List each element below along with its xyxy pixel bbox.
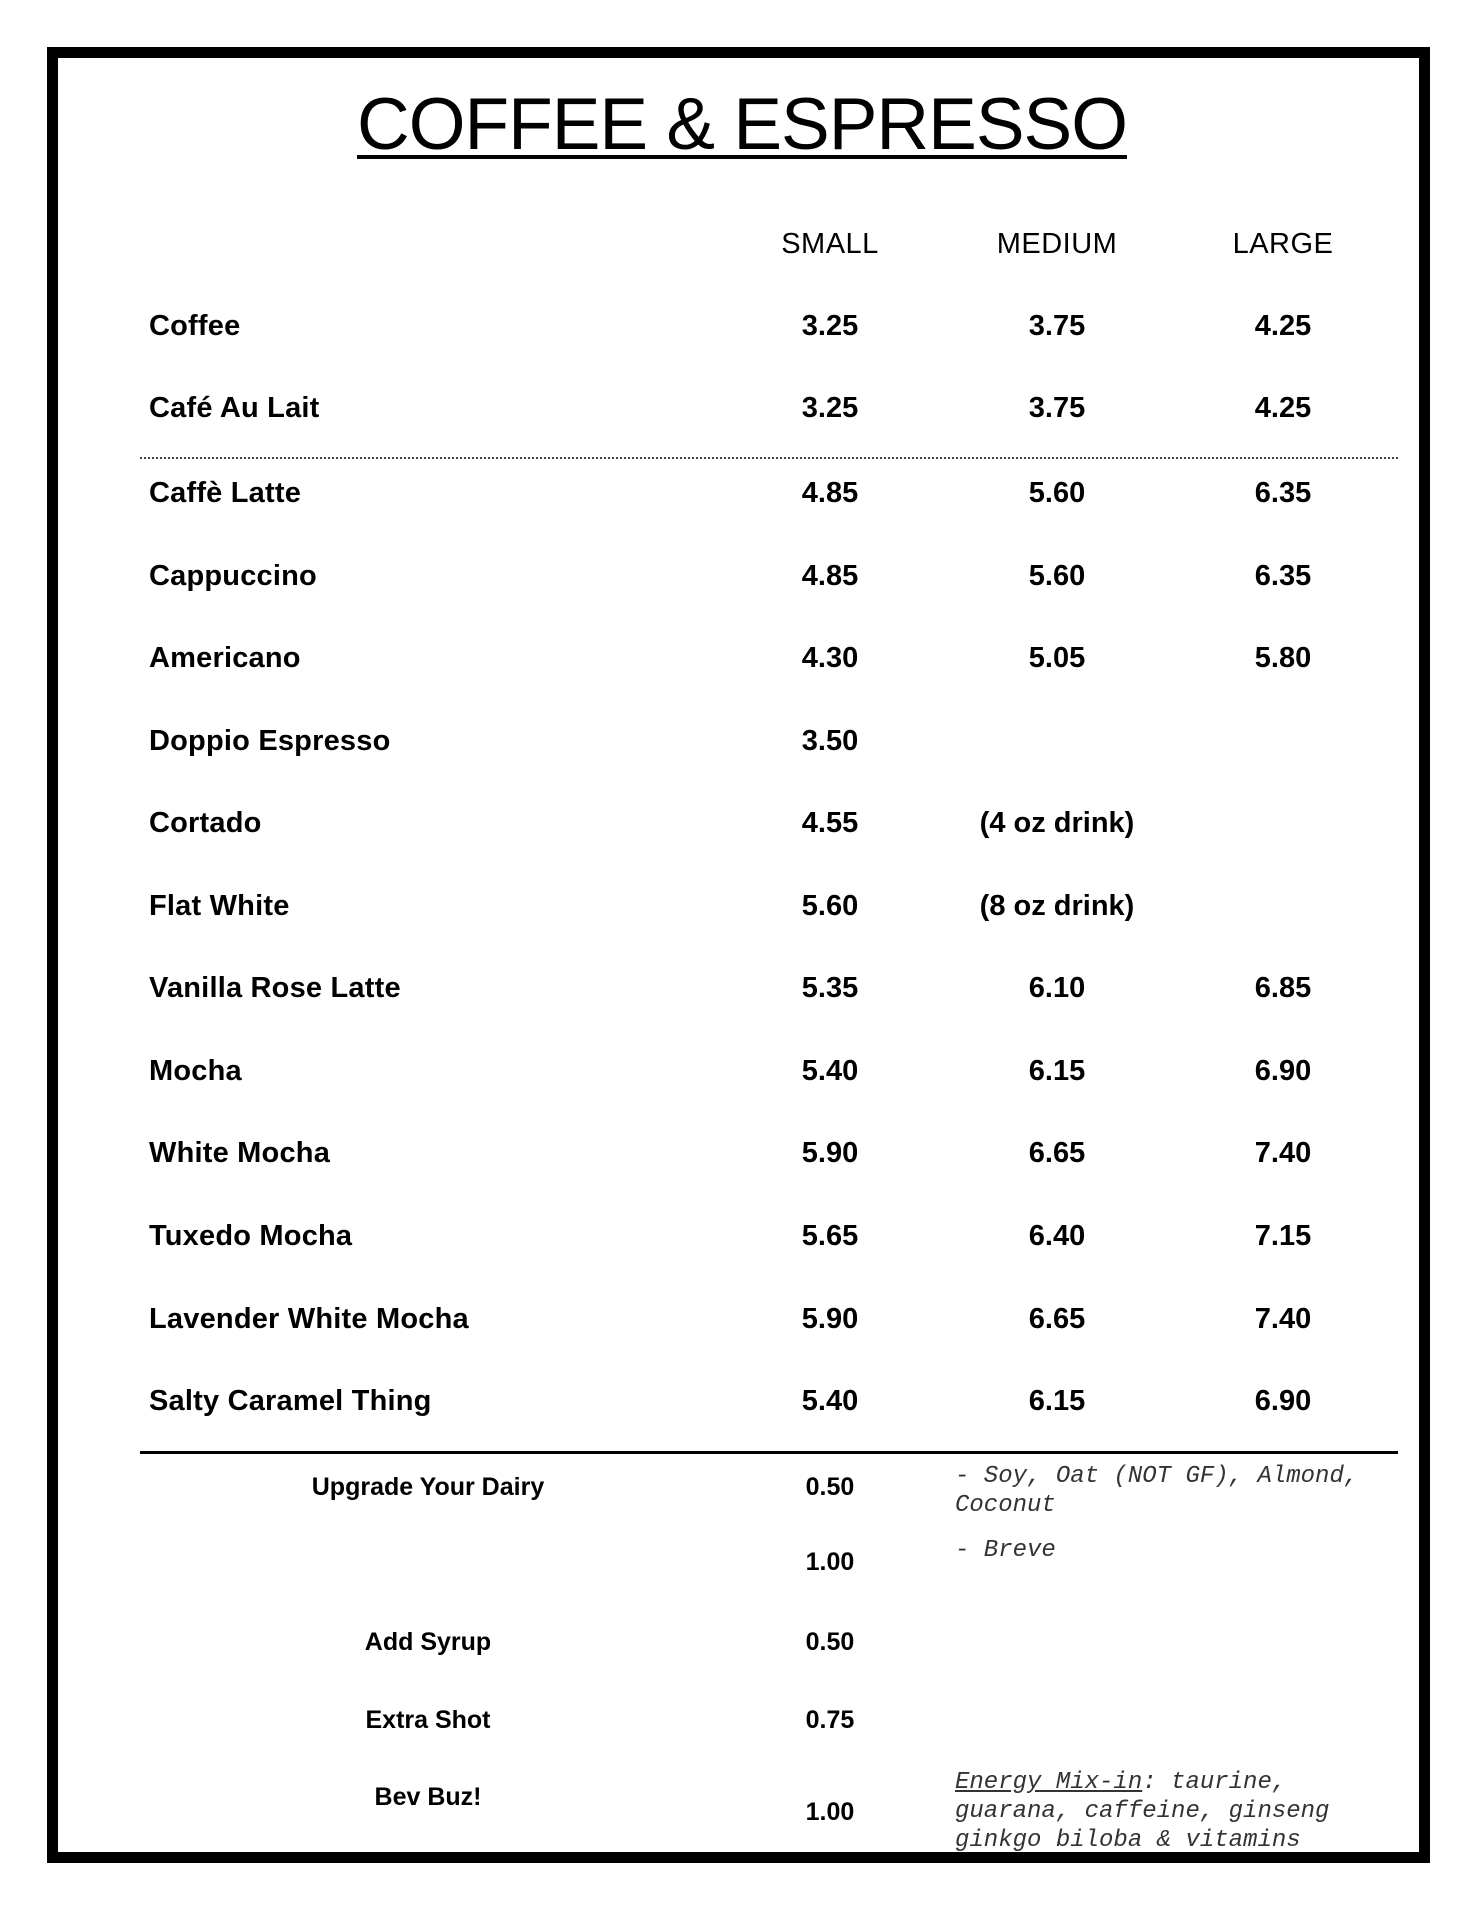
price-medium: 3.75 [1028, 392, 1086, 424]
addon-shot-name: Extra Shot [365, 1706, 491, 1734]
menu-row [0, 642, 1484, 682]
menu-row [0, 477, 1484, 517]
price-small: 4.85 [801, 560, 859, 592]
size-note: (8 oz drink) [979, 890, 1135, 922]
addon-dairy-price: 0.50 [805, 1473, 855, 1501]
column-header-medium: MEDIUM [996, 228, 1118, 260]
price-small: 5.35 [801, 972, 859, 1004]
price-small: 4.85 [801, 477, 859, 509]
price-small: 5.40 [801, 1055, 859, 1087]
addon-dairy-desc: - Soy, Oat (NOT GF), Almond, Coconut [955, 1463, 1359, 1519]
energy-mix-text: : taurine, guarana, caffeine, ginseng ginkgo biloba & vitamins [955, 1769, 1330, 1854]
price-large: 7.40 [1254, 1137, 1312, 1169]
addon-buz-desc [955, 1768, 1385, 1855]
price-medium: 6.65 [1028, 1303, 1086, 1335]
price-large: 6.90 [1254, 1055, 1312, 1087]
addon-syrup-price: 0.50 [805, 1628, 855, 1656]
addon-buz-price: 1.00 [805, 1798, 855, 1826]
addon-shot-price: 0.75 [805, 1706, 855, 1734]
item-name: Salty Caramel Thing [149, 1385, 432, 1417]
price-small: 4.55 [801, 807, 859, 839]
item-name: Tuxedo Mocha [149, 1220, 353, 1252]
price-medium: 6.65 [1028, 1137, 1086, 1169]
addon-buz-name: Bev Buz! [374, 1783, 482, 1811]
item-name: Coffee [149, 310, 241, 342]
menu-row [0, 310, 1484, 350]
menu-title: COFFEE & ESPRESSO [357, 84, 1127, 165]
price-small: 5.40 [801, 1385, 859, 1417]
price-small: 5.90 [801, 1137, 859, 1169]
menu-row [0, 890, 1484, 930]
size-note: (4 oz drink) [979, 807, 1135, 839]
price-large: 6.90 [1254, 1385, 1312, 1417]
addon-syrup-name: Add Syrup [364, 1628, 492, 1656]
menu-row [0, 1220, 1484, 1260]
item-name: Cappuccino [149, 560, 317, 592]
price-small: 5.60 [801, 890, 859, 922]
item-name: Caffè Latte [149, 477, 302, 509]
dotted-divider [140, 457, 1398, 459]
menu-row [0, 725, 1484, 765]
menu-row [0, 1137, 1484, 1177]
menu-row [0, 807, 1484, 847]
price-large: 4.25 [1254, 310, 1312, 342]
price-medium: 6.15 [1028, 1385, 1086, 1417]
menu-row [0, 1303, 1484, 1343]
price-large: 4.25 [1254, 392, 1312, 424]
price-large: 6.35 [1254, 477, 1312, 509]
item-name: Lavender White Mocha [149, 1303, 469, 1335]
item-name: Mocha [149, 1055, 242, 1087]
item-name: White Mocha [149, 1137, 331, 1169]
menu-row [0, 392, 1484, 432]
price-medium: 5.60 [1028, 477, 1086, 509]
price-medium: 6.15 [1028, 1055, 1086, 1087]
item-name: Americano [149, 642, 301, 674]
solid-divider [140, 1451, 1398, 1454]
price-large: 7.15 [1254, 1220, 1312, 1252]
price-small: 5.90 [801, 1303, 859, 1335]
menu-row [0, 560, 1484, 600]
item-name: Café Au Lait [149, 392, 320, 424]
price-large: 7.40 [1254, 1303, 1312, 1335]
item-name: Doppio Espresso [149, 725, 391, 757]
price-small: 5.65 [801, 1220, 859, 1252]
price-large: 6.85 [1254, 972, 1312, 1004]
price-small: 3.25 [801, 392, 859, 424]
addon-breve-price: 1.00 [805, 1548, 855, 1576]
item-name: Flat White [149, 890, 290, 922]
column-header-large: LARGE [1232, 228, 1334, 260]
price-medium: 6.10 [1028, 972, 1086, 1004]
addon-dairy-name: Upgrade Your Dairy [311, 1473, 545, 1501]
price-large: 5.80 [1254, 642, 1312, 674]
item-name: Cortado [149, 807, 262, 839]
price-medium: 5.60 [1028, 560, 1086, 592]
price-small: 4.30 [801, 642, 859, 674]
energy-mix-label: Energy Mix-in [955, 1769, 1143, 1796]
column-header-small: SMALL [781, 228, 879, 260]
price-large: 6.35 [1254, 560, 1312, 592]
price-small: 3.25 [801, 310, 859, 342]
menu-row [0, 1385, 1484, 1425]
price-small: 3.50 [801, 725, 859, 757]
item-name: Vanilla Rose Latte [149, 972, 401, 1004]
menu-row [0, 972, 1484, 1012]
price-medium: 5.05 [1028, 642, 1086, 674]
price-medium: 3.75 [1028, 310, 1086, 342]
price-medium: 6.40 [1028, 1220, 1086, 1252]
menu-row [0, 1055, 1484, 1095]
addon-breve-desc: - Breve [955, 1537, 1056, 1564]
